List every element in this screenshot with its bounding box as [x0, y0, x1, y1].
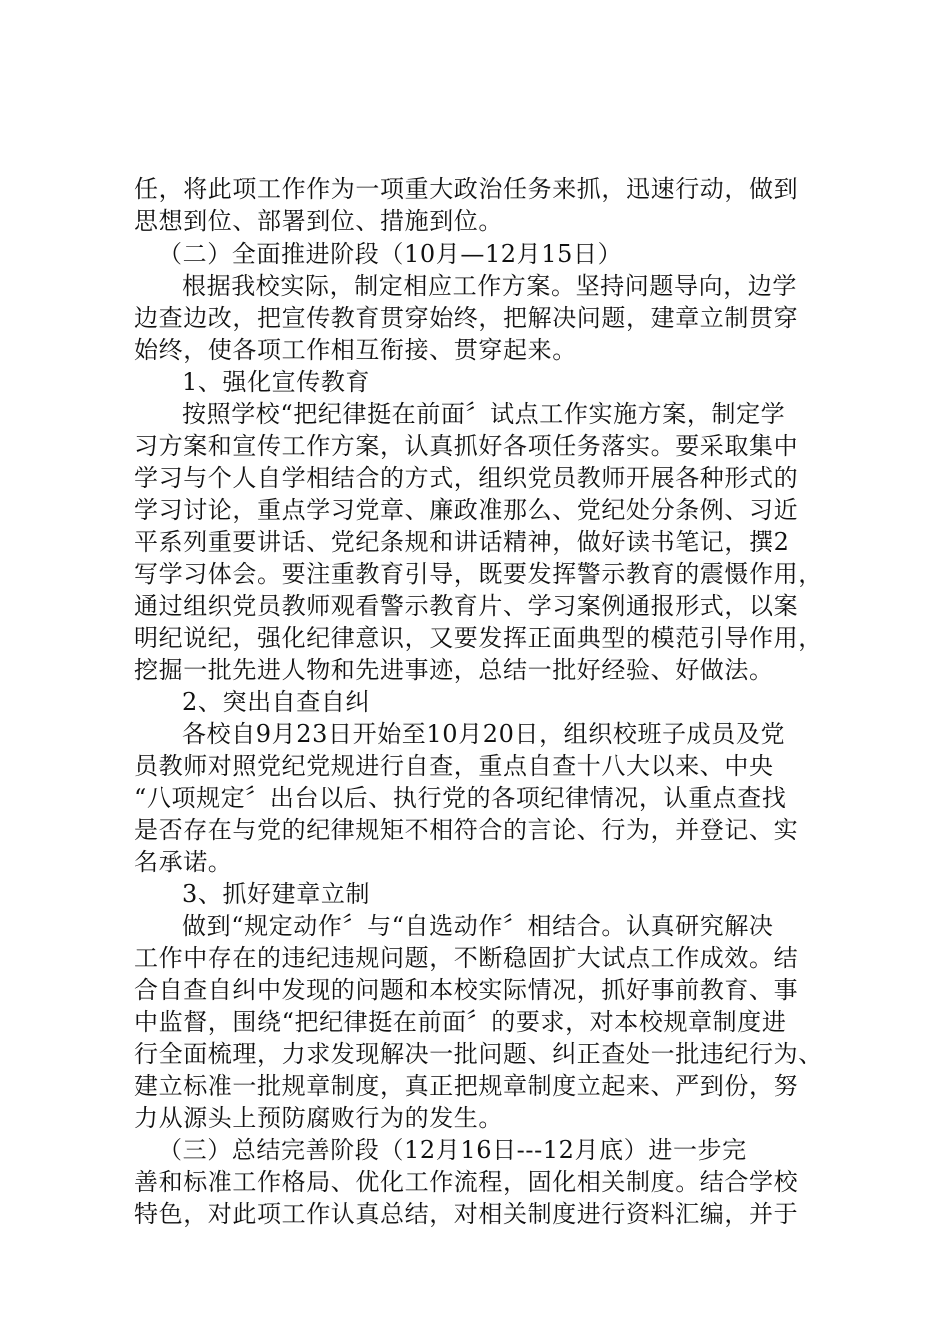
text-line: 行全面梳理，力求发现解决一批问题、纠正查处一批违纪行为、 — [134, 1040, 823, 1068]
text-line: 员教师对照党纪党规进行自查，重点自查十八大以来、中央 — [134, 752, 774, 780]
text-line: 根据我校实际，制定相应工作方案。坚持问题导向，边学 — [182, 272, 797, 300]
subsection-heading: 1、强化宣传教育 — [182, 368, 371, 396]
subsection-heading: 3、抓好建章立制 — [182, 880, 371, 908]
text-line: 合自查自纠中发现的问题和本校实际情况，抓好事前教育、事 — [134, 976, 799, 1004]
text-line: 挖掘一批先进人物和先进事迹，总结一批好经验、好做法。 — [134, 656, 774, 684]
text-line: 任，将此项工作作为一项重大政治任务来抓，迅速行动，做到 — [134, 175, 799, 203]
text-line: 各校自9月23日开始至10月20日，组织校班子成员及党 — [182, 720, 786, 748]
section-heading: （二）全面推进阶段（10月—12月15日） — [158, 240, 623, 268]
text-line: 明纪说纪，强化纪律意识，又要发挥正面典型的模范引导作用， — [134, 624, 823, 652]
text-line: 做到“规定动作〞与“自选动作〞相结合。认真研究解决 — [182, 912, 774, 940]
text-line: 学习与个人自学相结合的方式，组织党员教师开展各种形式的 — [134, 464, 799, 492]
text-line: “八项规定〞出台以后、执行党的各项纪律情况，认重点查找 — [134, 784, 787, 812]
text-line: 通过组织党员教师观看警示教育片、学习案例通报形式，以案 — [134, 592, 799, 620]
text-line: 边查边改，把宣传教育贯穿始终，把解决问题，建章立制贯穿 — [134, 304, 799, 332]
text-line: 平系列重要讲话、党纪条规和讲话精神，做好读书笔记，撰2 — [134, 528, 790, 556]
text-line: 力从源头上预防腐败行为的发生。 — [134, 1104, 503, 1132]
text-line: 学习讨论，重点学习党章、廉政准那么、党纪处分条例、习近 — [134, 496, 799, 524]
text-line: 写学习体会。要注重教育引导，既要发挥警示教育的震慑作用， — [134, 560, 823, 588]
text-line: 习方案和宣传工作方案，认真抓好各项任务落实。要采取集中 — [134, 432, 799, 460]
text-line: 中监督，围绕“把纪律挺在前面〞的要求，对本校规章制度进 — [134, 1008, 787, 1036]
text-line: 善和标准工作格局、优化工作流程，固化相关制度。结合学校 — [134, 1168, 799, 1196]
text-line: 按照学校“把纪律挺在前面〞试点工作实施方案，制定学 — [182, 400, 786, 428]
text-line: 工作中存在的违纪违规问题，不断稳固扩大试点工作成效。结 — [134, 944, 799, 972]
text-line: 思想到位、部署到位、措施到位。 — [134, 207, 503, 235]
section-heading: （三）总结完善阶段（12月16日---12月底）进一步完 — [158, 1136, 747, 1164]
text-line: 名承诺。 — [134, 848, 233, 876]
text-line: 是否存在与党的纪律规矩不相符合的言论、行为，并登记、实 — [134, 816, 799, 844]
text-line: 特色，对此项工作认真总结，对相关制度进行资料汇编，并于 — [134, 1200, 799, 1228]
subsection-heading: 2、突出自查自纠 — [182, 688, 371, 716]
text-line: 建立标准一批规章制度，真正把规章制度立起来、严到份，努 — [134, 1072, 799, 1100]
text-line: 始终，使各项工作相互衔接、贯穿起来。 — [134, 336, 577, 364]
